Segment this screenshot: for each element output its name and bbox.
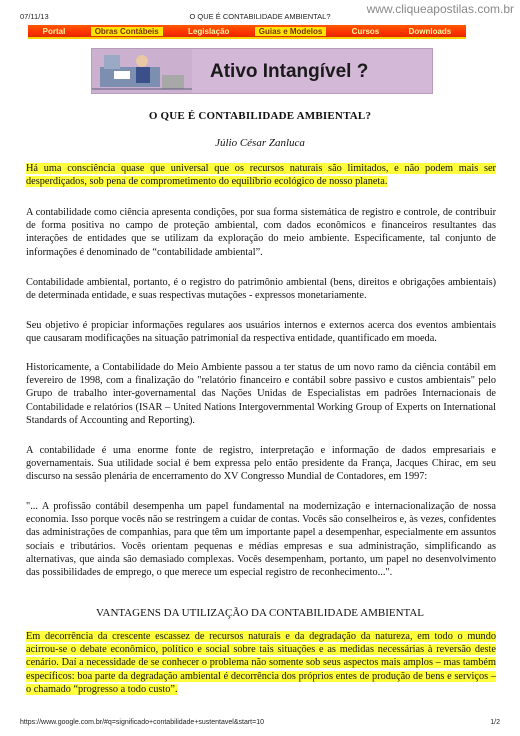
footer-page-number: 1/2 [490,719,500,726]
paragraph-2: A contabilidade como ciência apresenta condições, por sua forma sistemática de registro e controle, de contribuir de forma positiva no campo de proteção ambiental, com dados econômicos e financeiros resultantes das interações de entidades que se utilizam da exploração do meio ambiente. Especificamente, tal conjunto de informações é denominado de “contabilidade ambiental”. [26,207,496,258]
paragraph-6: A contabilidade é uma enorme fonte de registro, interpretação e informação de dados empresariais e governamentais. Sua utilidade social é bem expressa pelo então presidente da França, Jacques Chirac, em seu discurso na sessão plenária de encerramento do XV Congresso Mundial de Contadores, em 1997: [26,445,496,483]
paragraph-8 [26,630,496,696]
nav-item-downloads[interactable]: Downloads [408,26,452,36]
paragraph-1-text: Há uma consciência quase que universal que os recursos naturais são limitados, e não podem mais ser desperdiçados, sob pena de comprometimento do equilíbrio ecológico de nosso planeta. [26,163,496,188]
paragraph-1 [26,162,496,188]
top-nav [28,25,466,39]
nav-item-guias-e-modelos[interactable]: Guias e Modelos [255,27,327,36]
print-date: 07/11/13 [20,12,49,21]
banner-title: Ativo Intangível ? [210,61,369,82]
print-title: O QUE É CONTABILIDADE AMBIENTAL? [189,12,331,21]
nav-item-portal[interactable]: Portal [42,26,66,36]
footer-url: https://www.google.com.br/#q=significado+contabilidade+sustentavel&start=10 [20,719,264,726]
paragraph-3: Contabilidade ambiental, portanto, é o registro do patrimônio ambiental (bens, direitos e obrigações ambientais) de determinada entidade, e suas respectivas mutações - expressos monetariamente. [26,277,496,302]
nav-item-obras-contabeis[interactable]: Obras Contábeis [91,27,163,36]
section-subtitle: VANTAGENS DA UTILIZAÇÃO DA CONTABILIDADE AMBIENTAL [95,607,425,619]
nav-item-legislacao[interactable]: Legislação [188,26,230,36]
article-title: O QUE É CONTABILIDADE AMBIENTAL? [148,110,372,122]
article-author: Júlio César Zanluca [215,137,305,149]
paragraph-8-text: Em decorrência da crescente escassez de recursos naturais e da degradação da natureza, em todo o mundo acirrou-se o debate econômico, político e social sobre tais situações e as medidas necessárias à reversão deste cenário. Daí a necessidade de se conhecer o problema não somente sob seus aspectos mais amplos – mas também específicos: boa parte da degradação ambiental é decorrência dos próprios entes de produção de bens e serviços – o chamado “progresso a todo custo”. [26,631,496,695]
paragraph-7-quote: "... A profissão contábil desempenha um papel fundamental na modernização e internacionalização de nossa economia. Isso porque vocês não se restringem a cuidar de contas. Vocês são conselheiros e, às vezes, confidentes das administrações de companhias, para que têm um importante papel a desempenhar, especialmente em assuntos sociais e tributários. Vocês orientam pequenas e médias empresas e sua administração, simplificando as alternativas, que ainda são demasiado complexas. Vocês desempenham, portanto, um papel no desenvolvimento das possibilidades de emprego, o que merece um especial registro de reconhecimento...". [26,501,496,579]
print-footer [20,719,500,726]
paragraph-5: Historicamente, a Contabilidade do Meio Ambiente passou a ter status de um novo ramo da ciência contábil em fevereiro de 1998, com a finalização do "relatório financeiro e contábil sobre passivo e custos ambientais" pelo Grupo de trabalho inter-governamental das Nações Unidas de Especialistas em padrões Internacionais de Contabilidade e relatórios (ISAR – United Nations Intergovernmental Working Group of Experts on International Standards of Accounting and Reporting). [26,362,496,426]
banner[interactable] [91,48,433,94]
watermark: www.cliqueapostilas.com.br [366,2,514,16]
nav-item-cursos[interactable]: Cursos [351,26,380,36]
banner-illustration-icon [92,49,192,93]
paragraph-4: Seu objetivo é propiciar informações regulares aos usuários internos e externos acerca dos eventos ambientais que causaram modificações na situação patrimonial da respectiva entidade, quantificado em moeda. [26,320,496,345]
